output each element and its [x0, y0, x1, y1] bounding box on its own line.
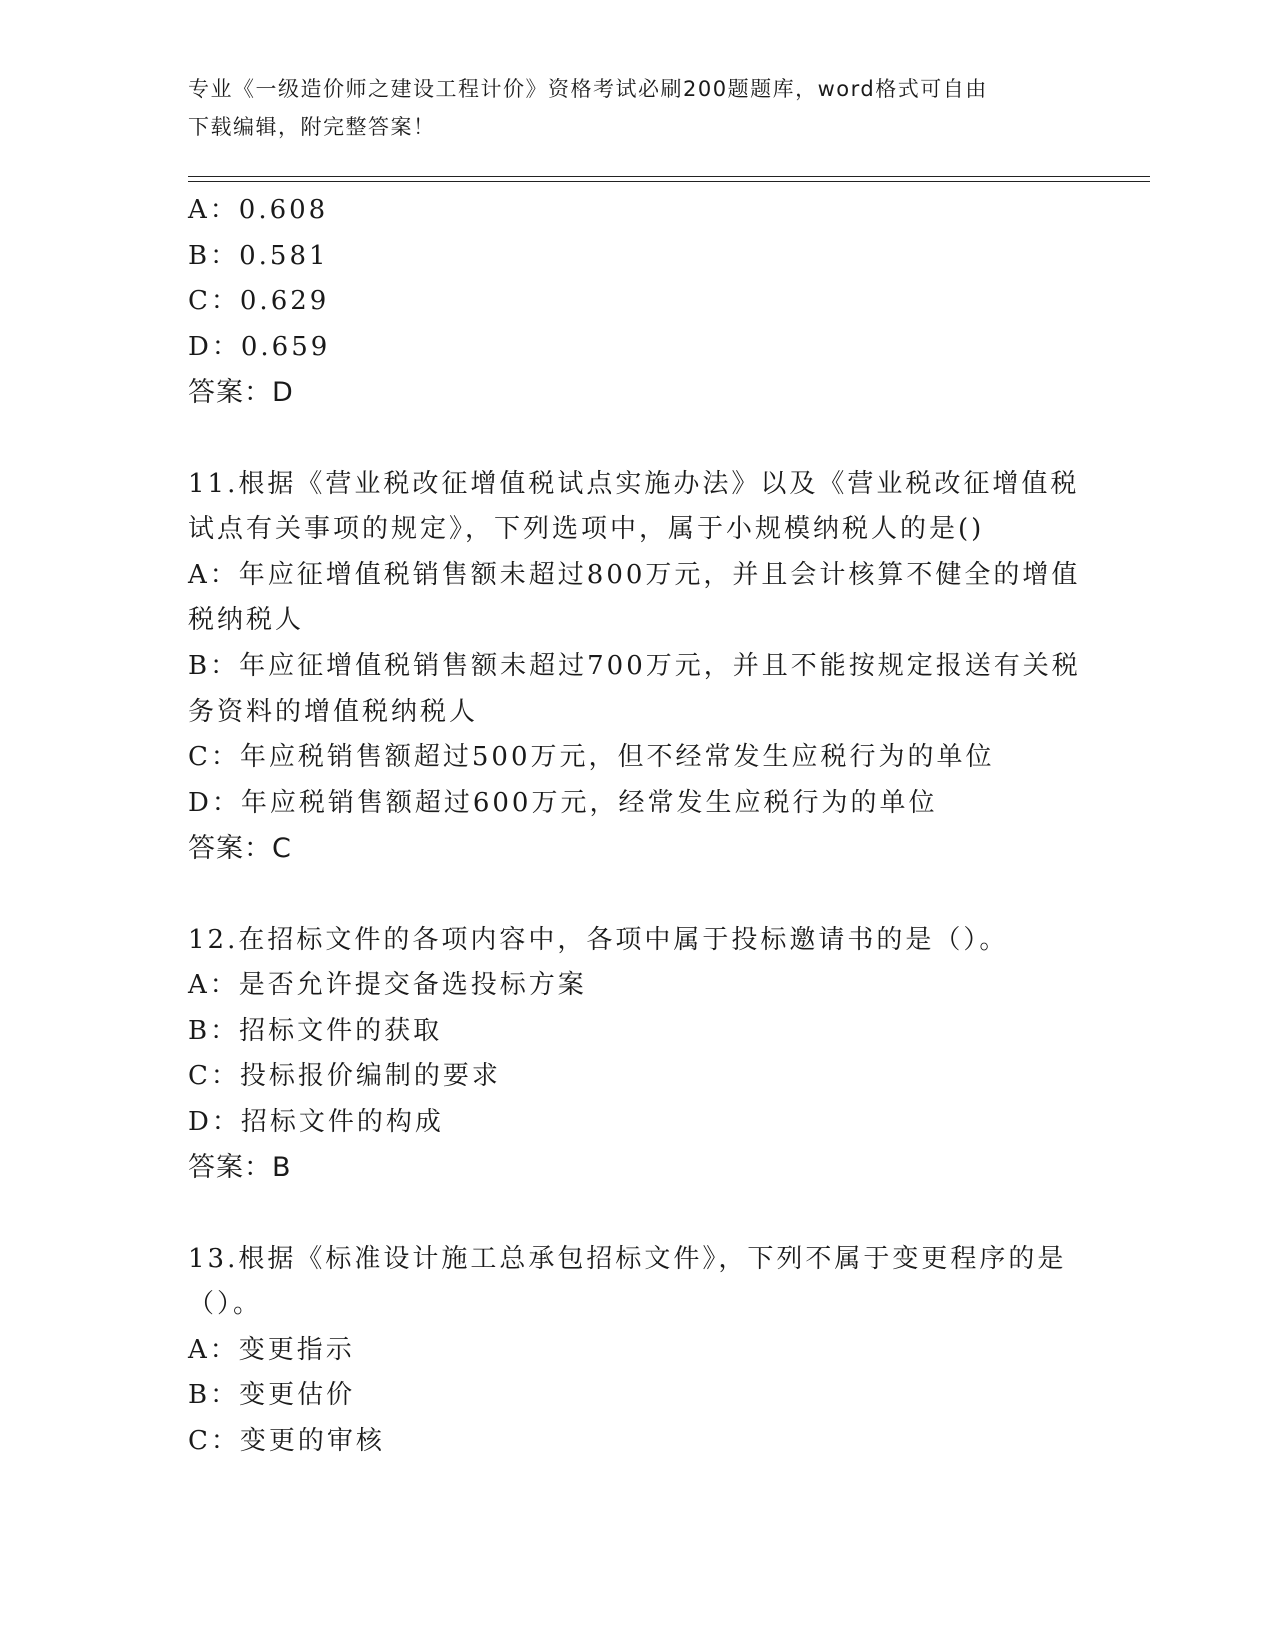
question-content — [188, 188, 1098, 1465]
q11-answer: 答案：C — [188, 833, 292, 865]
q13-option-b: B：变更估价 — [188, 1380, 356, 1411]
question-10-block — [188, 188, 1098, 416]
header-line-2: 下载编辑，附完整答案！ — [188, 115, 436, 139]
q11-option-b-line-1: B：年应征增值税销售额未超过700万元，并且不能按规定报送有关税 — [188, 650, 1081, 681]
q11-option-a-line-2: 税纳税人 — [188, 605, 305, 636]
q11-option-c: C：年应税销售额超过500万元，但不经常发生应税行为的单位 — [188, 742, 995, 773]
spacer — [188, 1191, 1098, 1237]
q12-option-c: C：投标报价编制的要求 — [188, 1061, 501, 1092]
q10-answer: 答案：D — [188, 377, 294, 409]
q11-option-d: D：年应税销售额超过600万元，经常发生应税行为的单位 — [188, 787, 938, 818]
q10-option-d: D：0.659 — [188, 331, 331, 362]
q10-option-b: B：0.581 — [188, 240, 329, 271]
q13-question-line-2: （）。 — [188, 1289, 263, 1320]
spacer — [188, 872, 1098, 918]
question-11-block — [188, 462, 1098, 872]
q12-option-b: B：招标文件的获取 — [188, 1015, 443, 1046]
q13-question-line-1: 13.根据《标准设计施工总承包招标文件》，下列不属于变更程序的是 — [188, 1243, 1067, 1274]
q12-option-d: D：招标文件的构成 — [188, 1106, 444, 1137]
question-12-block — [188, 918, 1098, 1192]
q12-option-a: A：是否允许提交备选投标方案 — [188, 970, 587, 1001]
q11-option-a-line-1: A：年应征增值税销售额未超过800万元，并且会计核算不健全的增值 — [188, 559, 1081, 590]
q13-option-a: A：变更指示 — [188, 1334, 355, 1365]
q11-question-line-2: 试点有关事项的规定》，下列选项中，属于小规模纳税人的是() — [188, 514, 985, 545]
document-header — [188, 70, 1088, 146]
spacer — [188, 416, 1098, 462]
q10-option-c: C：0.629 — [188, 286, 330, 317]
q13-option-c: C：变更的审核 — [188, 1426, 385, 1457]
q10-option-a: A：0.608 — [188, 195, 329, 225]
header-rule-top — [188, 176, 1150, 177]
question-13-block — [188, 1237, 1098, 1465]
q11-option-b-line-2: 务资料的增值税纳税人 — [188, 696, 479, 727]
header-rule-bottom — [188, 181, 1150, 182]
q12-answer: 答案：B — [188, 1152, 292, 1184]
q12-question: 12.在招标文件的各项内容中，各项中属于投标邀请书的是（）。 — [188, 924, 1009, 955]
q11-question-line-1: 11.根据《营业税改征增值税试点实施办法》以及《营业税改征增值税 — [188, 468, 1080, 499]
header-line-1: 专业《一级造价师之建设工程计价》资格考试必刷200题题库，word格式可自由 — [188, 77, 988, 101]
